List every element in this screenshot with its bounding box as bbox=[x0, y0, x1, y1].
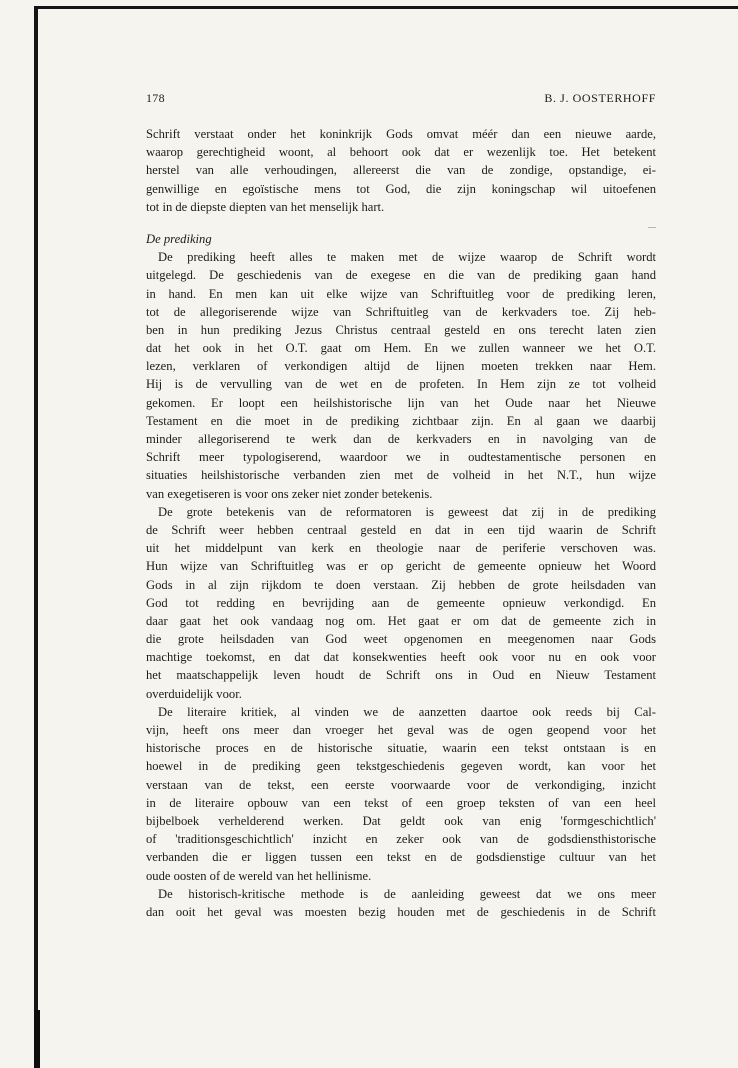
text-line: De literaire kritiek, al vinden we de aanzetten daartoe ook reeds bij Cal- bbox=[158, 704, 656, 719]
text-line: bijbelboek verhelderend werken. Dat geldt ook van enig 'formgeschichtlich' bbox=[146, 813, 656, 828]
text-line: ben in hun prediking Jezus Christus centraal gesteld en ons terecht laten zien bbox=[146, 322, 656, 337]
section-spacer bbox=[146, 216, 656, 230]
text-line: hoewel in de prediking geen tekstgeschiedenis gegeven wordt, kan voor het bbox=[146, 759, 656, 774]
text-line: lezen, verklaren of verkondigen altijd de lijnen moeten trekken naar Hem. bbox=[146, 359, 656, 374]
paragraph-literaire-kritiek bbox=[146, 703, 656, 885]
text-line: de Schrift weer hebben centraal gesteld en dat in een tijd waarin de Schrift bbox=[146, 522, 656, 537]
running-head-author: B. J. OOSTERHOFF bbox=[544, 91, 656, 105]
text-line: historische proces en de historische situatie, waarin een tekst ontstaan is en bbox=[146, 741, 656, 756]
paragraph-reformatoren bbox=[146, 503, 656, 703]
text-line: in de literaire opbouw van een tekst of een groep teksten of van een heel bbox=[146, 795, 656, 810]
text-line: Schrift meer typologiserend, waardoor we in oudtestamentische personen en bbox=[146, 450, 656, 465]
text-line: dat het ook in het O.T. gaat om Hem. En we zullen wanneer we het O.T. bbox=[146, 341, 656, 356]
text-line: tot in de diepste diepten van het menselijk hart. bbox=[146, 199, 385, 214]
page-number: 178 bbox=[146, 91, 165, 105]
text-line: die grote heilsdaden van God weet opgenomen en meegenomen naar Gods bbox=[146, 632, 656, 647]
text-line: vijn, heeft ons meer dan vroeger het geval was de ogen geopend voor het bbox=[146, 723, 656, 737]
text-line: Schrift verstaat onder het koninkrijk Gods omvat méér dan een nieuwe aarde, bbox=[146, 127, 656, 141]
text-line: situaties heilshistorische verbanden zien met de volheid in het N.T., hun wijze bbox=[146, 468, 656, 483]
text-line: dan ooit het geval was moesten bezig houden met de geschiedenis in de Schrift bbox=[146, 904, 656, 919]
text-line: of 'traditionsgeschichtlich' inzicht en zeker ook van de godsdiensthistorische bbox=[146, 832, 656, 847]
text-line: verstaan van de tekst, een eerste voorwaarde voor de verkondiging, inzicht bbox=[146, 777, 656, 792]
scan-border-left-bottom bbox=[34, 1010, 40, 1068]
text-line: waarop gerechtigheid woont, al behoort ook dat er wezenlijk toe. Het betekent bbox=[146, 145, 656, 160]
text-line: in hand. En men kan uit elke wijze van Schriftuitleg voor de prediking leren, bbox=[146, 286, 656, 301]
intro-paragraph bbox=[146, 125, 656, 216]
body-text bbox=[146, 125, 656, 921]
text-line: daar gaat het ook vandaag nog om. Het gaat er om dat de gemeente zich in bbox=[146, 613, 656, 628]
text-line: tot de allegoriserende wijze van Schriftuitleg van de kerkvaders toe. Zij heb- bbox=[146, 304, 656, 319]
scan-border-left bbox=[34, 6, 38, 1068]
text-line: herstel van alle verhoudingen, allereerst die van de zondige, opstandige, ei- bbox=[146, 163, 656, 178]
text-line: minder allegoriserend te werk dan de kerkvaders en in navolging van de bbox=[146, 432, 656, 446]
section-heading: De prediking bbox=[146, 231, 212, 246]
text-line: van exegetiseren is voor ons zeker niet zonder betekenis. bbox=[146, 486, 433, 501]
paragraph-prediking bbox=[146, 248, 656, 503]
text-line: Hij is de vervulling van de wet en de profeten. In Hem zijn ze tot volheid bbox=[146, 377, 656, 392]
text-line: het maatschappelijk leven houdt de Schrift ons in Oud en Nieuw Testament bbox=[146, 668, 656, 683]
scan-border-top bbox=[36, 6, 738, 9]
text-line: uitgelegd. De geschiedenis van de exegese en die van de prediking gaan hand bbox=[146, 268, 656, 283]
text-line: De historisch-kritische methode is de aanleiding geweest dat we ons meer bbox=[158, 886, 656, 901]
text-line: genwillige en egoïstische mens tot God, die zijn koningschap wil uitoefenen bbox=[146, 181, 656, 196]
text-line: Hun wijze van Schriftuitleg was er op gericht de gemeente opnieuw het Woord bbox=[146, 559, 656, 574]
text-line: Testament en die moet in de prediking zichtbaar zijn. En al gaan we daarbij bbox=[146, 413, 656, 428]
page-header bbox=[146, 91, 656, 109]
text-line: gekomen. Er loopt een heilshistorische lijn van het Oude naar het Nieuwe bbox=[146, 395, 656, 410]
text-line: De grote betekenis van de reformatoren is geweest dat zij in de prediking bbox=[158, 504, 656, 519]
text-line: Gods in al zijn rijkdom te doen verstaan. Zij hebben de grote heilsdaden van bbox=[146, 577, 656, 592]
text-line: oude oosten of de wereld van het hellinisme. bbox=[146, 868, 372, 883]
text-line: overduidelijk voor. bbox=[146, 686, 242, 701]
text-line: uit het middelpunt van kerk en theologie naar de periferie verschoven was. bbox=[146, 541, 656, 556]
text-line: machtige toekomst, en dat dat konsekwenties heeft ook voor nu en ook voor bbox=[146, 650, 656, 665]
text-line: verbanden die er liggen tussen een tekst en de godsdienstige cultuur van het bbox=[146, 850, 656, 865]
paragraph-historisch-kritisch bbox=[146, 885, 656, 921]
text-line: God tot redding en bevrijding aan de gemeente opnieuw verkondigd. En bbox=[146, 595, 656, 610]
text-line: De prediking heeft alles te maken met de wijze waarop de Schrift wordt bbox=[158, 250, 656, 265]
